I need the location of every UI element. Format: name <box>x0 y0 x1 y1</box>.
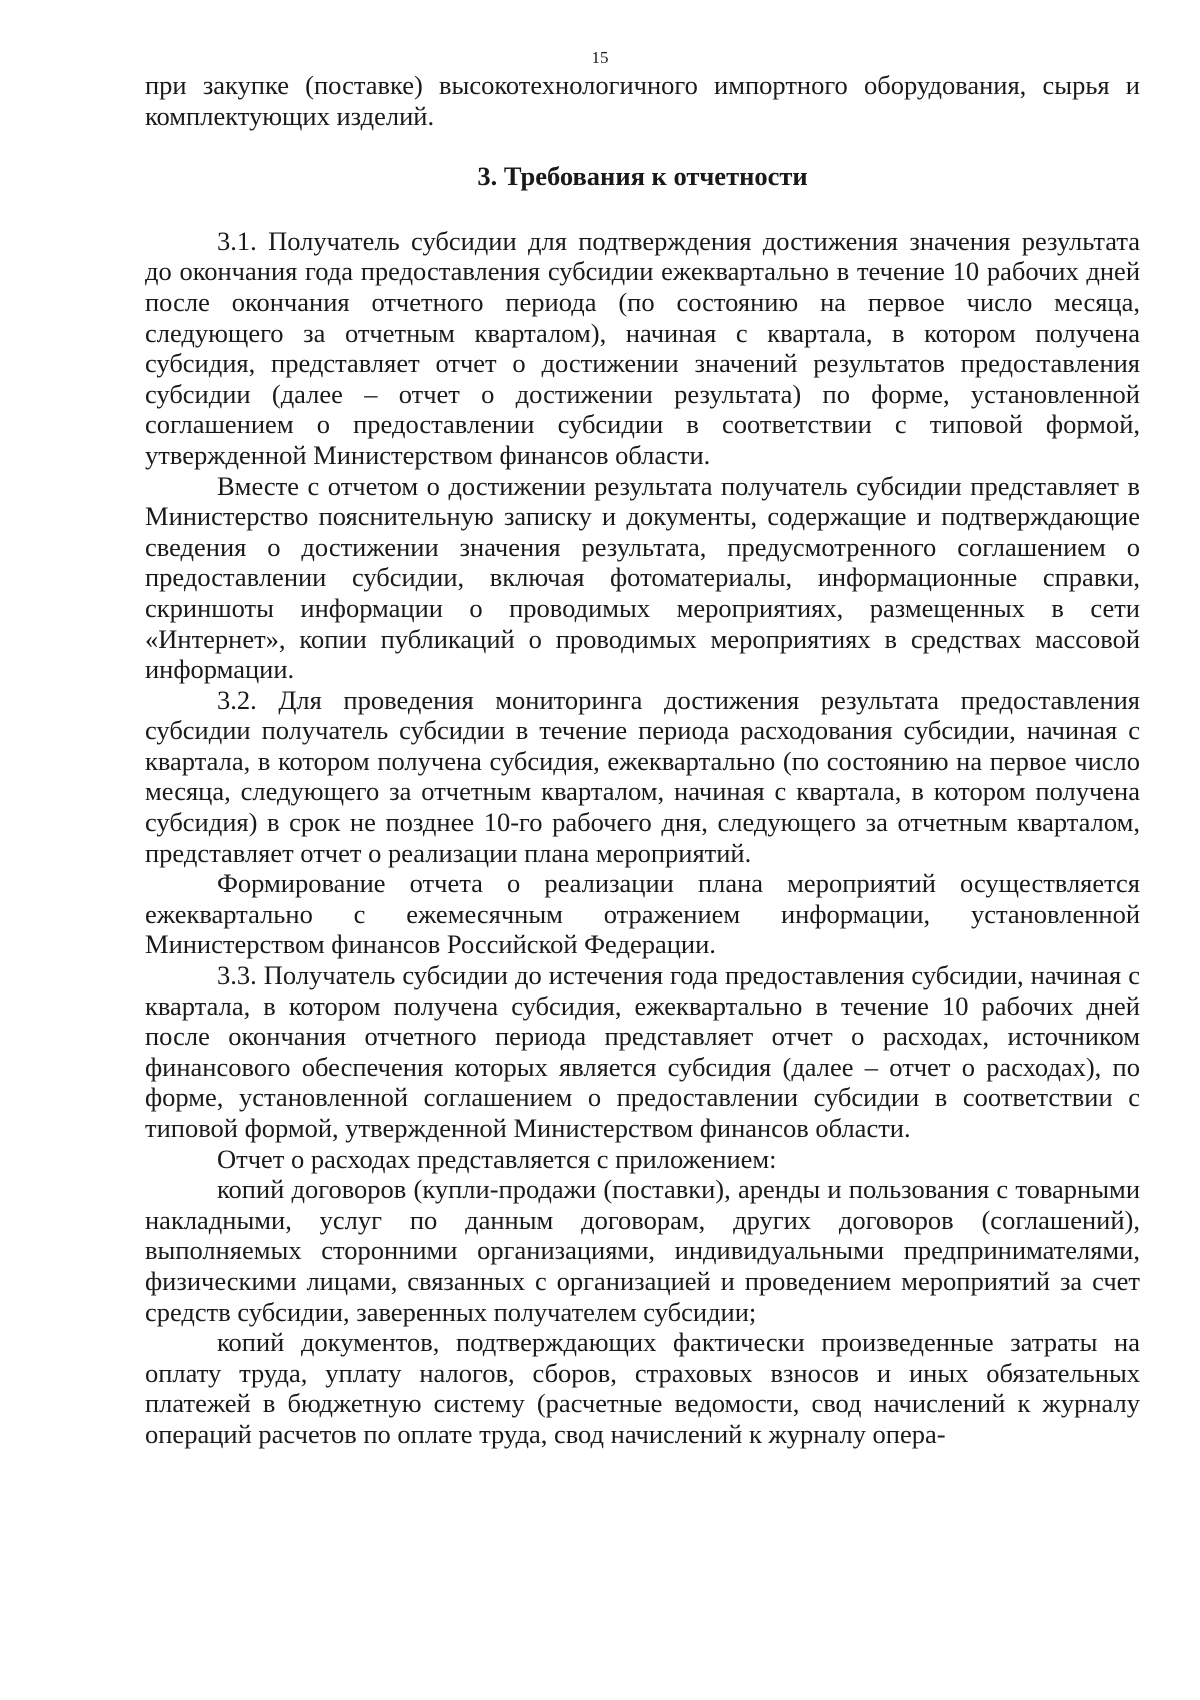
paragraph-contract-copies: копий договоров (купли-продажи (поставки), аренды и пользования с товарными накладными, услуг по данным договорам, других договоров (соглашений), выполняемых сторонними организациями, индивидуальными предпринимателями, физическими лицами, связанных с организацией и проведением мероприятий за счет средств субсидии, заверенных получателем субсидии; <box>145 1174 1140 1327</box>
paragraph-3-3: 3.3. Получатель субсидии до истечения года предоставления субсидии, начиная с квартала, в котором получена субсидия, ежеквартально в течение 10 рабочих дней после окончания отчетного периода представляет отчет о расходах, источником финансового обеспечения которых является субсидия (далее – отчет о расходах), по форме, установленной соглашением о предоставлении субсидии в соответствии с типовой формой, утвержденной Министерством финансов области. <box>145 960 1140 1143</box>
paragraph-3-2: 3.2. Для проведения мониторинга достижения результата предоставления субсидии получатель субсидии в течение периода расходования субсидии, начиная с квартала, в котором получена субсидия, ежеквартально (по состоянию на первое число месяца, следующего за отчетным кварталом, начиная с квартала, в котором получена субсидия) в срок не позднее 10-го рабочего дня, следующего за отчетным кварталом, представляет отчет о реализации плана мероприятий. <box>145 684 1140 868</box>
paragraph-explanatory-note: Вместе с отчетом о достижении результата получатель субсидии представляет в Министерство пояснительную записку и документы, содержащие и подтверждающие сведения о достижении значения результата, предусмотренного соглашением о предоставлении субсидии, включая фотоматериалы, информационные справки, скриншоты информации о проводимых мероприятиях, размещенных в сети «Интернет», копии публикаций о проводимых мероприятиях в средствах массовой информации. <box>145 470 1140 685</box>
paragraph-plan-report: Формирование отчета о реализации плана мероприятий осуществляется ежеквартально с ежемесячным отражением информации, установленной Министерством финансов Российской Федерации. <box>145 868 1140 960</box>
paragraph-cost-documents: копий документов, подтверждающих фактически произведенные затраты на оплату труда, уплату налогов, сборов, страховых взносов и иных обязательных платежей в бюджетную систему (расчетные ведомости, свод начислений к журналу операций расчетов по оплате труда, свод начислений к журналу опера- <box>145 1327 1140 1449</box>
page-number: 15 <box>591 48 609 67</box>
paragraph-3-1: 3.1. Получатель субсидии для подтверждения достижения значения результата до окончания года предоставления субсидии ежеквартально в течение 10 рабочих дней после окончания отчетного периода (по состоянию на первое число месяца, следующего за отчетным кварталом), начиная с квартала, в котором получена субсидия, представляет отчет о достижении значений результатов предоставления субсидии (далее – отчет о достижении результата) по форме, установленной соглашением о предоставлении субсидии в соответствии с типовой формой, утвержденной Министерством финансов области. <box>145 225 1140 470</box>
paragraph-expense-report-attachments: Отчет о расходах представляется с приложением: <box>217 1143 777 1174</box>
intro-paragraph: при закупке (поставке) высокотехнологичного импортного оборудования, сырья и комплектующих изделий. <box>145 70 1140 131</box>
section-heading: 3. Требования к отчетности <box>477 161 808 192</box>
document-body <box>145 70 1140 1450</box>
